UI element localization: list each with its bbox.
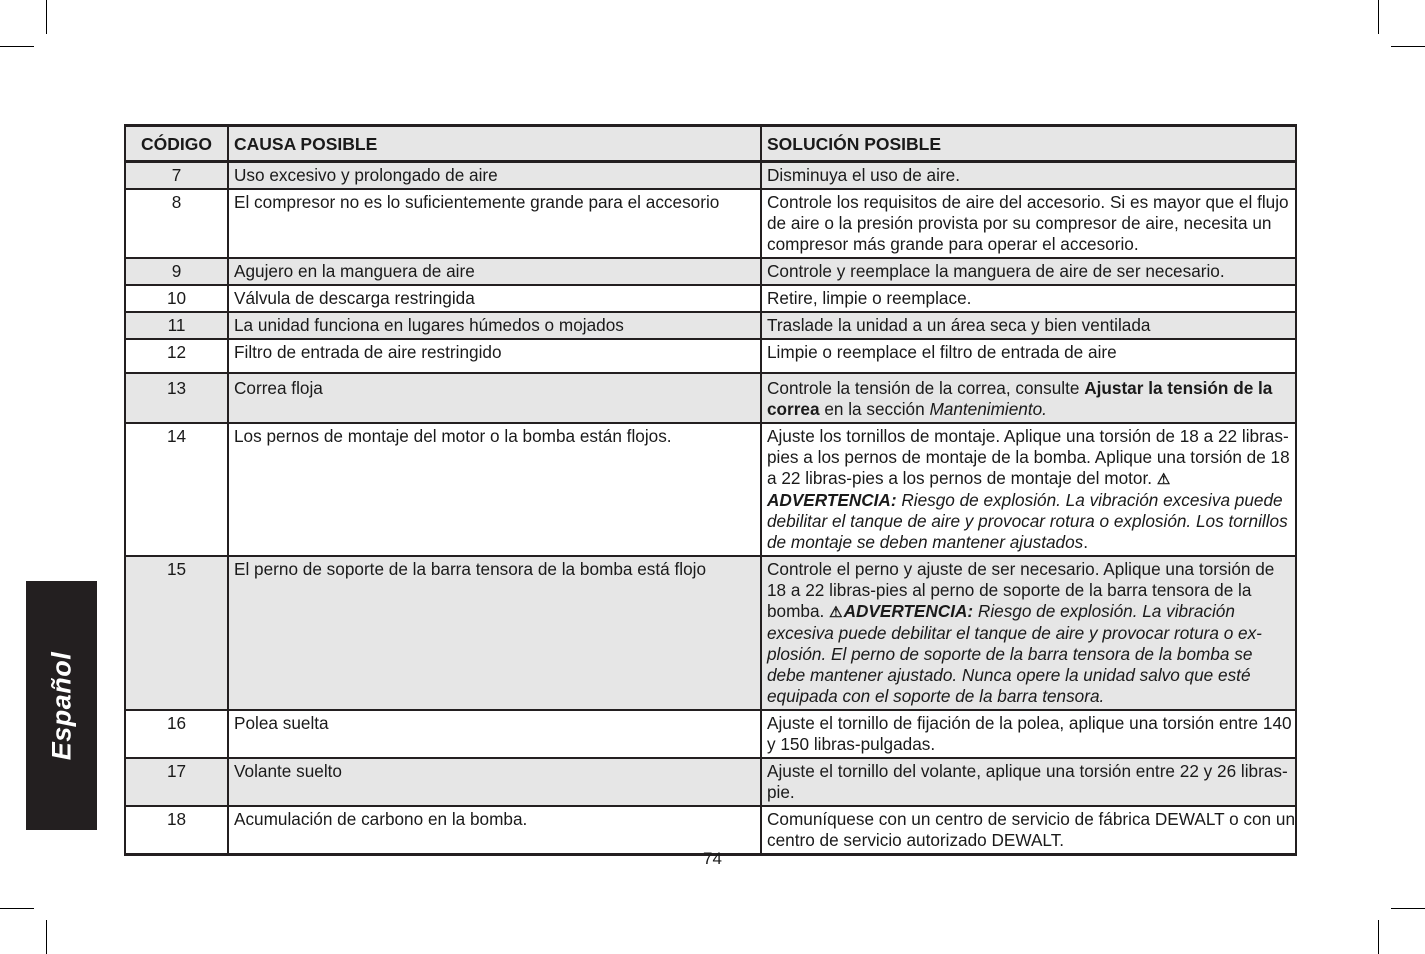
solution-text: . bbox=[1083, 532, 1089, 552]
row-solution: Traslade la unidad a un área seca y bien ventilada bbox=[761, 312, 1296, 339]
header-solution: SOLUCIÓN POSIBLE bbox=[761, 126, 1296, 162]
crop-mark bbox=[1378, 920, 1379, 954]
row-solution: Comuníquese con un centro de servicio de fábrica DEWALT o con un centro de servicio autorizado DEWALT. bbox=[761, 806, 1296, 855]
row-solution bbox=[761, 423, 1296, 556]
table-row bbox=[125, 556, 1296, 710]
row-code: 11 bbox=[125, 312, 228, 339]
row-cause: Volante suelto bbox=[228, 758, 761, 806]
table-row bbox=[125, 423, 1296, 556]
page-number: 74 bbox=[703, 849, 722, 868]
warning-label: ADVERTENCIA: bbox=[767, 490, 897, 510]
table-row bbox=[125, 373, 1296, 423]
row-solution: Ajuste el tornillo del volante, aplique una torsión entre 22 y 26 libras-pie. bbox=[761, 758, 1296, 806]
row-cause: Válvula de descarga restringida bbox=[228, 285, 761, 312]
warning-triangle-icon: ⚠ bbox=[829, 604, 843, 621]
crop-mark bbox=[1378, 0, 1379, 34]
row-code: 14 bbox=[125, 423, 228, 556]
header-code: CÓDIGO bbox=[125, 126, 228, 162]
solution-bold-reference: Ajustar la tensión de la correa bbox=[767, 378, 1273, 419]
row-cause: El perno de soporte de la barra tensora de la bomba está flojo bbox=[228, 556, 761, 710]
row-cause: Los pernos de montaje del motor o la bomba están flojos. bbox=[228, 423, 761, 556]
row-cause: Uso excesivo y prolongado de aire bbox=[228, 162, 761, 190]
row-solution: Disminuya el uso de aire. bbox=[761, 162, 1296, 190]
troubleshooting-table bbox=[124, 124, 1297, 856]
row-cause: Filtro de entrada de aire restringido bbox=[228, 339, 761, 373]
table-row bbox=[125, 162, 1296, 190]
warning-text: Riesgo de explosión. La vibración excesiva puede debilitar el tanque de aire y provocar rotura o ex-plosión. El perno de soporte de la barra tensora de la bomba se debe mantener ajustado. Nunca opere la unidad salvo que esté equipada con el soporte de la barra tensora. bbox=[767, 601, 1262, 706]
crop-mark bbox=[46, 920, 47, 954]
warning-text: Riesgo de explosión. La vibración excesiva puede debilitar el tanque de aire y provocar rotura o explosión. Los tornillos de montaje se deben mantener ajustados bbox=[767, 490, 1288, 552]
table-row bbox=[125, 312, 1296, 339]
row-cause: Agujero en la manguera de aire bbox=[228, 258, 761, 285]
language-tab-label: Español bbox=[46, 651, 76, 760]
row-solution bbox=[761, 373, 1296, 423]
row-solution: Ajuste el tornillo de fijación de la polea, aplique una torsión entre 140 y 150 libras-pulgadas. bbox=[761, 710, 1296, 758]
crop-mark bbox=[1391, 908, 1425, 909]
table-row bbox=[125, 285, 1296, 312]
row-solution: Controle los requisitos de aire del accesorio. Si es mayor que el flujo de aire o la presión provista por su compresor de aire, necesita un compresor más grande para operar el accesorio. bbox=[761, 189, 1296, 258]
row-cause: La unidad funciona en lugares húmedos o mojados bbox=[228, 312, 761, 339]
table-row bbox=[125, 339, 1296, 373]
crop-mark bbox=[0, 908, 34, 909]
warning-label: ADVERTENCIA: bbox=[843, 601, 974, 621]
row-code: 16 bbox=[125, 710, 228, 758]
row-cause: Polea suelta bbox=[228, 710, 761, 758]
row-code: 18 bbox=[125, 806, 228, 855]
row-code: 12 bbox=[125, 339, 228, 373]
row-solution: Retire, limpie o reemplace. bbox=[761, 285, 1296, 312]
solution-text: en la sección bbox=[819, 399, 930, 419]
table-row bbox=[125, 710, 1296, 758]
solution-section-reference: Mantenimiento. bbox=[929, 399, 1047, 419]
row-cause: El compresor no es lo suficientemente grande para el accesorio bbox=[228, 189, 761, 258]
warning-triangle-icon: ⚠ bbox=[1156, 471, 1171, 488]
language-tab bbox=[26, 581, 97, 830]
table-row bbox=[125, 258, 1296, 285]
header-cause: CAUSA POSIBLE bbox=[228, 126, 761, 162]
row-code: 15 bbox=[125, 556, 228, 710]
row-code: 7 bbox=[125, 162, 228, 190]
crop-mark bbox=[1391, 46, 1425, 47]
row-code: 9 bbox=[125, 258, 228, 285]
solution-text: Ajuste los tornillos de montaje. Aplique una torsión de 18 a 22 libras-pies a los pernos de montaje de la bomba. Aplique una torsión de 18 a 22 libras-pies a los pernos de montaje del motor. bbox=[767, 426, 1290, 488]
row-solution: Controle y reemplace la manguera de aire de ser necesario. bbox=[761, 258, 1296, 285]
solution-text: Controle la tensión de la correa, consulte bbox=[767, 378, 1085, 398]
row-code: 8 bbox=[125, 189, 228, 258]
table-header-row bbox=[125, 126, 1296, 162]
table-row bbox=[125, 806, 1296, 855]
crop-mark bbox=[0, 46, 34, 47]
crop-mark bbox=[46, 0, 47, 34]
row-cause: Correa floja bbox=[228, 373, 761, 423]
row-code: 17 bbox=[125, 758, 228, 806]
table-row bbox=[125, 189, 1296, 258]
table-row bbox=[125, 758, 1296, 806]
row-solution: Limpie o reemplace el filtro de entrada de aire bbox=[761, 339, 1296, 373]
row-solution bbox=[761, 556, 1296, 710]
row-code: 10 bbox=[125, 285, 228, 312]
solution-text: Controle el perno y ajuste de ser necesario. Aplique una torsión de 18 a 22 libras-pies al perno de soporte de la barra tensora de la bomba. bbox=[767, 559, 1275, 621]
row-code: 13 bbox=[125, 373, 228, 423]
row-cause: Acumulación de carbono en la bomba. bbox=[228, 806, 761, 855]
